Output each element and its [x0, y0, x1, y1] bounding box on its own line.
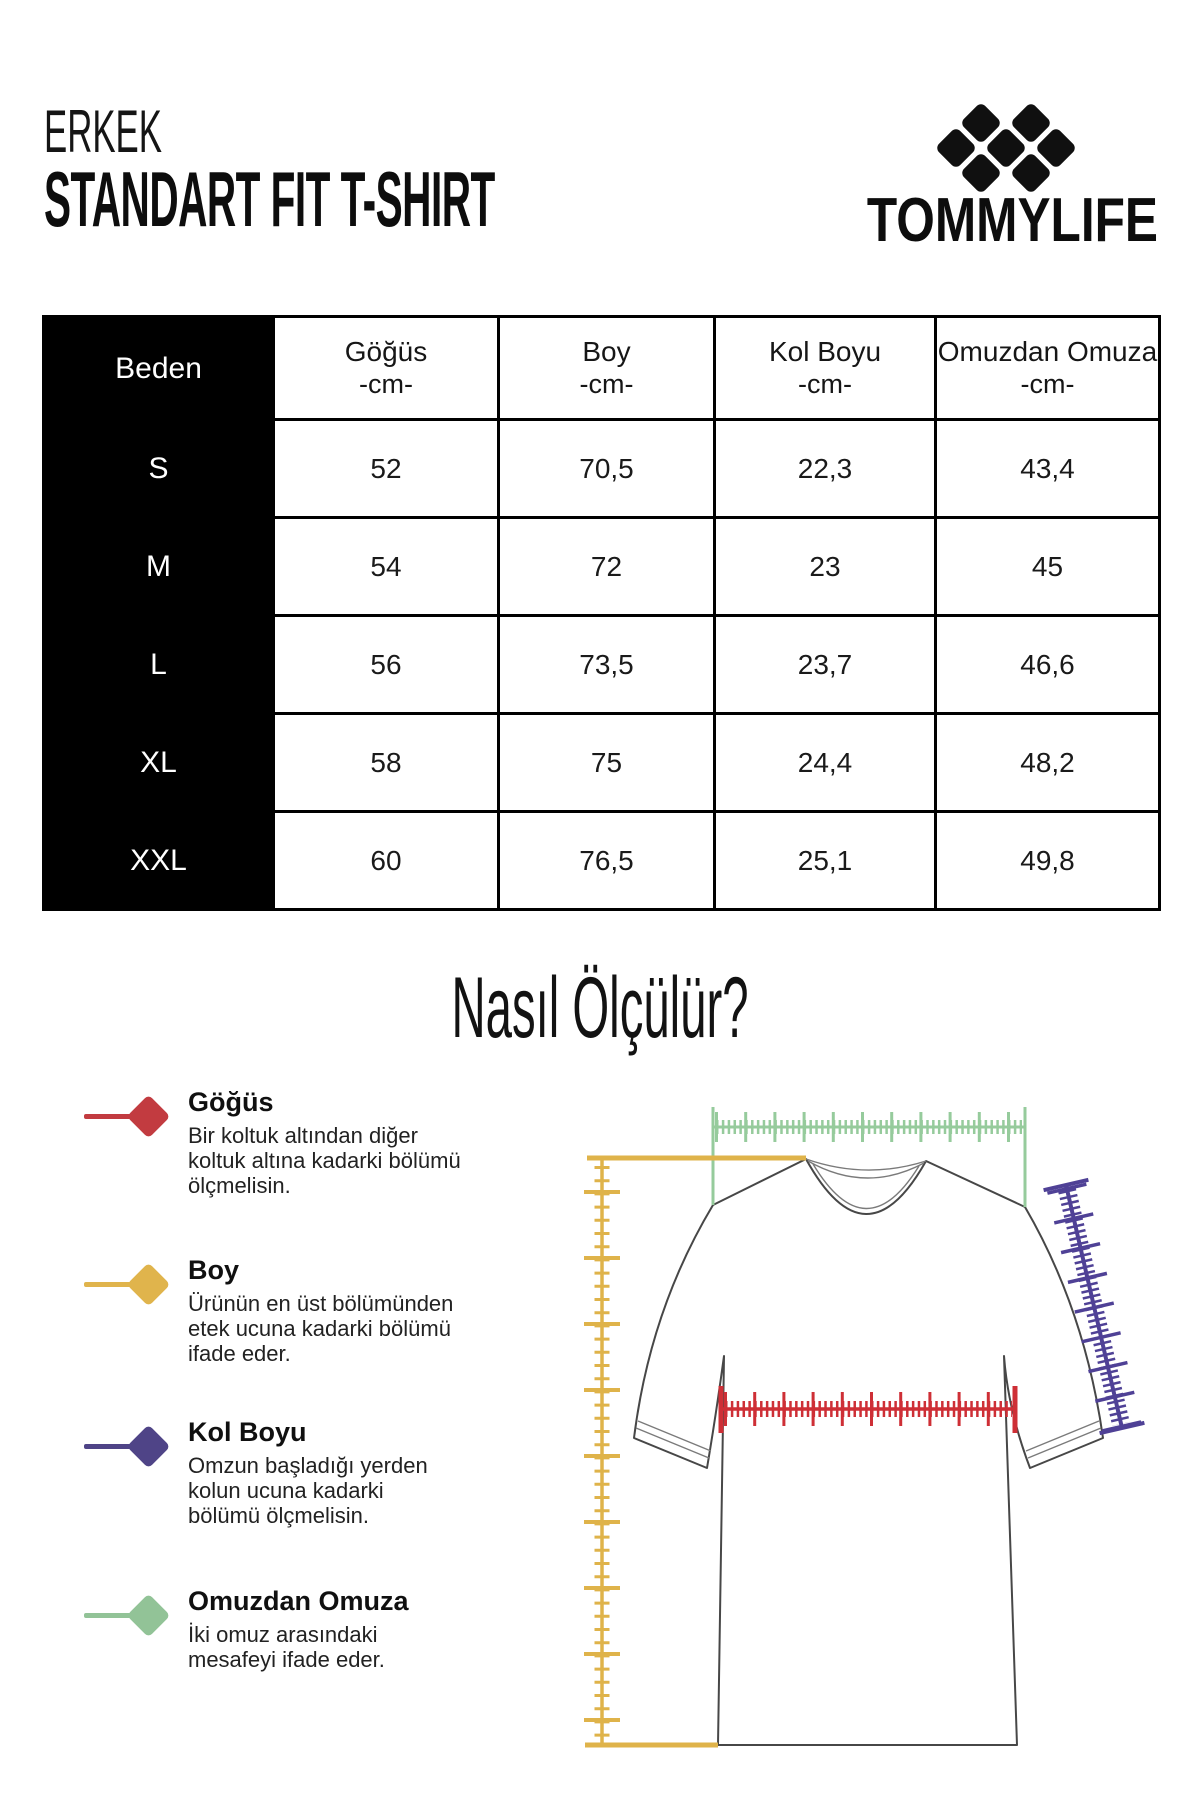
legend-description — [188, 1453, 524, 1528]
column-label: Kol Boyu — [768, 336, 882, 367]
table-row-l — [44, 616, 1160, 714]
table-cell: 49,8 — [936, 812, 1160, 910]
table-cell: 43,4 — [936, 420, 1160, 518]
desc-line: bölümü ölçmelisin. — [188, 1503, 369, 1528]
desc-line: mesafeyi ifade eder. — [188, 1647, 385, 1672]
table-cell: 75 — [499, 714, 715, 812]
table-cell: 60 — [274, 812, 499, 910]
diamond-icon — [127, 1095, 171, 1139]
legend-description — [188, 1123, 524, 1198]
diamond-icon — [127, 1263, 171, 1307]
size-label: XL — [44, 714, 274, 812]
desc-line: etek ucuna kadarki bölümü — [188, 1316, 451, 1341]
table-cell: 24,4 — [715, 714, 936, 812]
desc-line: Ürünün en üst bölümünden — [188, 1291, 454, 1316]
column-unit: -cm- — [579, 369, 634, 399]
column-header-boy — [499, 317, 715, 420]
table-cell: 54 — [274, 518, 499, 616]
table-cell: 56 — [274, 616, 499, 714]
column-label: Göğüs — [344, 336, 428, 367]
table-cell: 48,2 — [936, 714, 1160, 812]
table-cell: 73,5 — [499, 616, 715, 714]
shoulder-marker-icon — [84, 1593, 180, 1641]
chest-marker-icon — [84, 1094, 180, 1142]
table-cell: 76,5 — [499, 812, 715, 910]
size-table — [42, 315, 1161, 911]
size-label: M — [44, 518, 274, 616]
sleeve-marker-icon — [84, 1424, 180, 1472]
legend-description — [188, 1622, 524, 1672]
table-cell: 23,7 — [715, 616, 936, 714]
table-cell: 72 — [499, 518, 715, 616]
table-header-row — [44, 317, 1160, 420]
table-cell: 70,5 — [499, 420, 715, 518]
table-row-m — [44, 518, 1160, 616]
tshirt-outline — [634, 1159, 1103, 1745]
legend-item-boy — [84, 1254, 524, 1366]
legend-title: Boy — [188, 1255, 240, 1285]
legend-item-kol-boyu — [84, 1416, 524, 1528]
how-to-measure-title: Nasıl Ölçülür? — [451, 960, 749, 1056]
table-cell: 25,1 — [715, 812, 936, 910]
table-row-xxl — [44, 812, 1160, 910]
desc-line: koltuk altına kadarki bölümü — [188, 1148, 461, 1173]
desc-line: Omzun başladığı yerden — [188, 1453, 428, 1478]
table-cell: 46,6 — [936, 616, 1160, 714]
legend-title: Göğüs — [188, 1087, 274, 1117]
table-cell: 45 — [936, 518, 1160, 616]
column-unit: -cm- — [359, 369, 413, 399]
column-label: Boy — [582, 336, 631, 367]
legend-item-omuzdan-omuza — [84, 1585, 524, 1672]
column-header-gogus — [274, 317, 499, 420]
product-title: STANDART FIT T-SHIRT — [44, 155, 495, 243]
brand-logo-icon — [933, 100, 1079, 196]
desc-line: Bir koltuk altından diğer — [188, 1123, 418, 1148]
size-label: S — [44, 420, 274, 518]
brand-wordmark: TOMMYLIFE — [866, 186, 1158, 255]
size-label: L — [44, 616, 274, 714]
legend-item-gogus — [84, 1086, 524, 1198]
table-cell: 58 — [274, 714, 499, 812]
diamond-icon — [127, 1425, 171, 1469]
desc-line: kolun ucuna kadarki — [188, 1478, 384, 1503]
legend-title: Omuzdan Omuza — [188, 1586, 409, 1616]
length-marker-icon — [84, 1262, 180, 1310]
column-label: Omuzdan Omuza — [937, 336, 1158, 367]
desc-line: İki omuz arasındaki — [188, 1622, 378, 1647]
tshirt-measurement-diagram — [500, 1080, 1160, 1790]
desc-line: ölçmelisin. — [188, 1173, 291, 1198]
size-label: XXL — [44, 812, 274, 910]
table-row-s — [44, 420, 1160, 518]
column-unit: -cm- — [1020, 369, 1075, 399]
desc-line: ifade eder. — [188, 1341, 291, 1366]
table-cell: 52 — [274, 420, 499, 518]
category-label: ERKEK — [44, 98, 162, 165]
table-corner-beden: Beden — [44, 317, 274, 420]
table-row-xl — [44, 714, 1160, 812]
column-header-omuzdan-omuza — [936, 317, 1160, 420]
legend-description — [188, 1291, 524, 1366]
column-header-kol-boyu — [715, 317, 936, 420]
column-unit: -cm- — [798, 369, 852, 399]
legend-title: Kol Boyu — [188, 1417, 307, 1447]
diamond-icon — [127, 1594, 171, 1638]
table-cell: 22,3 — [715, 420, 936, 518]
table-cell: 23 — [715, 518, 936, 616]
